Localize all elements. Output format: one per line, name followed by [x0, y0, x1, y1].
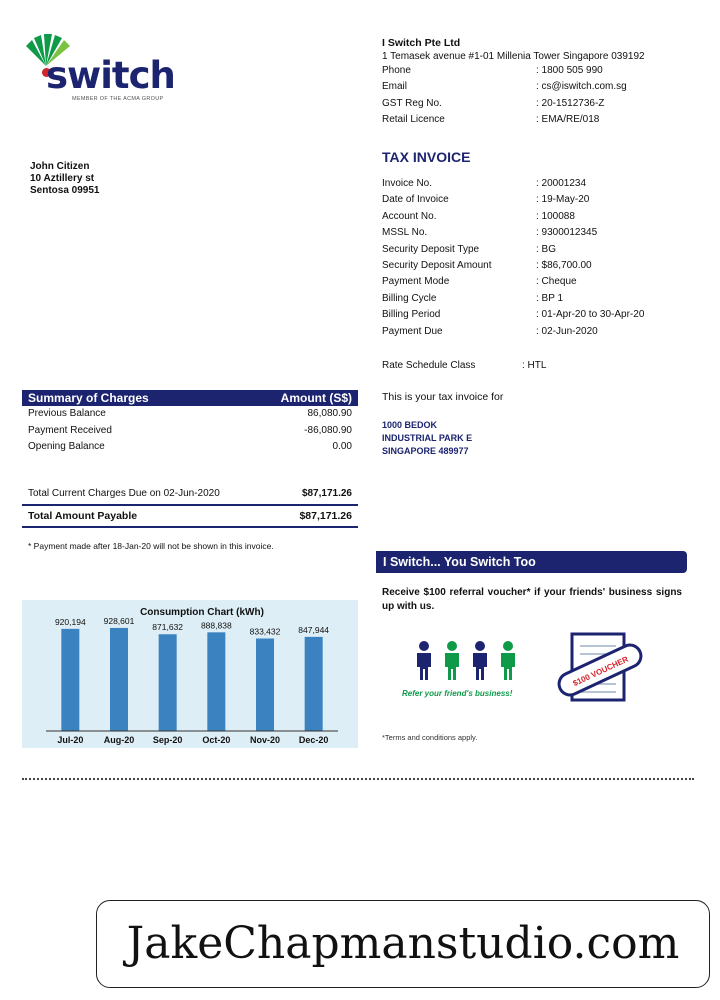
rate-schedule-row	[382, 358, 702, 374]
customer-address	[30, 161, 100, 197]
consumption-chart-svg	[22, 600, 358, 748]
summary-row	[22, 423, 358, 440]
invoice-detail-value: : 20001234	[536, 178, 587, 189]
invoice-title: TAX INVOICE	[382, 149, 471, 165]
chart-data-label: 888,838	[200, 620, 232, 631]
invoice-detail-value: : 02-Jun-2020	[536, 325, 598, 337]
voucher-icon	[552, 632, 648, 704]
chart-bar	[159, 634, 177, 731]
invoice-detail-row	[382, 209, 702, 225]
chart-tick-label: Oct-20	[202, 735, 231, 745]
chart-bar	[305, 637, 323, 731]
premises-address	[382, 419, 472, 458]
summary-divider	[22, 504, 358, 506]
summary-row	[22, 406, 358, 423]
page-divider	[22, 778, 694, 780]
premises-line: 1000 BEDOK	[382, 420, 438, 430]
invoice-detail-label: Payment Due	[382, 325, 443, 337]
current-charges-value: $87,171.26	[301, 487, 352, 499]
chart-data-label: 847,944	[298, 624, 330, 635]
company-detail-label: Phone	[382, 65, 411, 76]
summary-row-value: 0.00	[332, 441, 352, 452]
current-charges-label: Total Current Charges Due on 02-Jun-2020	[28, 487, 220, 499]
summary-row-value: -86,080.90	[304, 424, 352, 436]
invoice-detail-value: : BP 1	[536, 292, 564, 304]
website-banner: JakeChapmanstudio.com	[96, 900, 710, 988]
invoice-detail-value: : 19-May-20	[536, 194, 590, 206]
company-detail-row	[382, 63, 702, 79]
summary-rows	[22, 406, 358, 456]
chart-tick-label: Nov-20	[249, 735, 281, 745]
summary-row-label: Payment Received	[28, 424, 112, 436]
invoice-detail-row	[382, 274, 702, 290]
consumption-chart	[22, 600, 358, 748]
summary-header	[22, 390, 358, 406]
invoice-detail-label: Billing Period	[382, 309, 441, 321]
total-payable-row	[22, 508, 358, 525]
company-detail-row	[382, 96, 702, 112]
chart-bar	[61, 629, 79, 731]
chart-tick-label: Sep-20	[152, 735, 183, 745]
rate-label: Rate Schedule Class	[382, 360, 476, 371]
company-detail-label: Email	[382, 81, 408, 93]
logo	[24, 32, 174, 107]
payment-note: * Payment made after 18-Jan-20 will not be shown in this invoice.	[28, 541, 274, 551]
chart-bar	[110, 628, 128, 731]
summary-row-label: Opening Balance	[28, 441, 105, 452]
invoice-detail-value: : Cheque	[536, 276, 577, 288]
company-detail-label: GST Reg No.	[382, 97, 442, 109]
invoice-detail-row	[382, 225, 702, 241]
invoice-detail-value: : 9300012345	[536, 227, 598, 239]
chart-title: Consumption Chart (kWh)	[140, 607, 264, 618]
rate-value: : HTL	[522, 360, 547, 371]
company-detail-row	[382, 79, 702, 95]
customer-name: John Citizen	[30, 161, 90, 172]
summary-row-label: Previous Balance	[28, 408, 106, 419]
invoice-detail-value: : 01-Apr-20 to 30-Apr-20	[536, 309, 645, 321]
invoice-detail-row	[382, 324, 702, 340]
company-block	[382, 36, 702, 129]
total-payable-label: Total Amount Payable	[28, 509, 138, 522]
chart-tick-label: Aug-20	[103, 735, 135, 745]
company-detail-value: : 1800 505 990	[536, 65, 603, 76]
invoice-detail-label: Security Deposit Type	[382, 243, 480, 255]
invoice-details	[382, 176, 702, 340]
company-address: 1 Temasek avenue #1-01 Millenia Tower Singapore 039192	[382, 51, 645, 62]
invoice-detail-label: Date of Invoice	[382, 194, 449, 206]
invoice-detail-row	[382, 242, 702, 258]
terms-note: *Terms and conditions apply.	[382, 733, 478, 742]
chart-bar	[256, 638, 274, 731]
premises-line: SINGAPORE 489977	[382, 446, 469, 456]
invoice-detail-row	[382, 258, 702, 274]
invoice-detail-label: Invoice No.	[382, 178, 433, 189]
invoice-detail-value: : BG	[536, 243, 557, 255]
chart-tick-label: Jul-20	[57, 735, 84, 745]
logo-tagline: MEMBER OF THE ACMA GROUP	[72, 96, 164, 102]
chart-data-label: 871,632	[152, 622, 184, 633]
invoice-detail-row	[382, 176, 702, 192]
company-name: I Switch Pte Ltd	[382, 37, 461, 49]
chart-data-label: 833,432	[249, 626, 281, 637]
chart-data-label: 920,194	[54, 616, 86, 627]
promo-banner: I Switch... You Switch Too	[376, 551, 687, 573]
voucher-graphic	[552, 632, 648, 704]
customer-city: Sentosa 09951	[30, 185, 100, 196]
total-payable-value: $87,171.26	[299, 509, 352, 522]
company-detail-value: : EMA/RE/018	[536, 114, 600, 126]
promo-text: Receive $100 referral voucher* if your friends' business signs up with us.	[382, 587, 682, 612]
summary-row-value: 86,080.90	[307, 408, 352, 419]
chart-bar	[207, 632, 225, 731]
logo-wordmark: switch	[46, 54, 175, 97]
company-detail-label: Retail Licence	[382, 114, 445, 126]
summary-of-charges	[22, 390, 358, 528]
invoice-detail-row	[382, 307, 702, 323]
invoice-detail-row	[382, 192, 702, 208]
company-detail-row	[382, 112, 702, 128]
refer-graphic	[402, 638, 532, 700]
invoice-detail-value: : 100088	[536, 210, 575, 222]
summary-row	[22, 439, 358, 456]
invoice-for-text: This is your tax invoice for	[382, 391, 504, 403]
company-detail-value: : 20-1512736-Z	[536, 97, 605, 109]
summary-header-amount: Amount (S$)	[280, 391, 352, 405]
invoice-detail-value: : $86,700.00	[536, 260, 592, 272]
company-details	[382, 63, 702, 129]
invoice-detail-label: Billing Cycle	[382, 292, 437, 304]
customer-street: 10 Aztillery st	[30, 173, 95, 184]
summary-bottom-rule	[22, 526, 358, 528]
refer-caption: Refer your friend's business!	[402, 689, 513, 698]
current-charges-row	[22, 486, 358, 503]
premises-line: INDUSTRIAL PARK E	[382, 433, 473, 443]
company-detail-value: : cs@iswitch.com.sg	[536, 81, 627, 93]
chart-tick-label: Dec-20	[298, 735, 329, 745]
invoice-detail-label: Account No.	[382, 210, 437, 222]
people-icon	[402, 638, 532, 682]
summary-header-label: Summary of Charges	[28, 391, 149, 405]
chart-data-label: 928,601	[103, 615, 135, 626]
invoice-detail-label: Payment Mode	[382, 276, 450, 288]
invoice-detail-row	[382, 291, 702, 307]
invoice-detail-label: MSSL No.	[382, 227, 428, 239]
invoice-detail-label: Security Deposit Amount	[382, 260, 492, 272]
voucher-label: $100 VOUCHER	[571, 654, 630, 689]
